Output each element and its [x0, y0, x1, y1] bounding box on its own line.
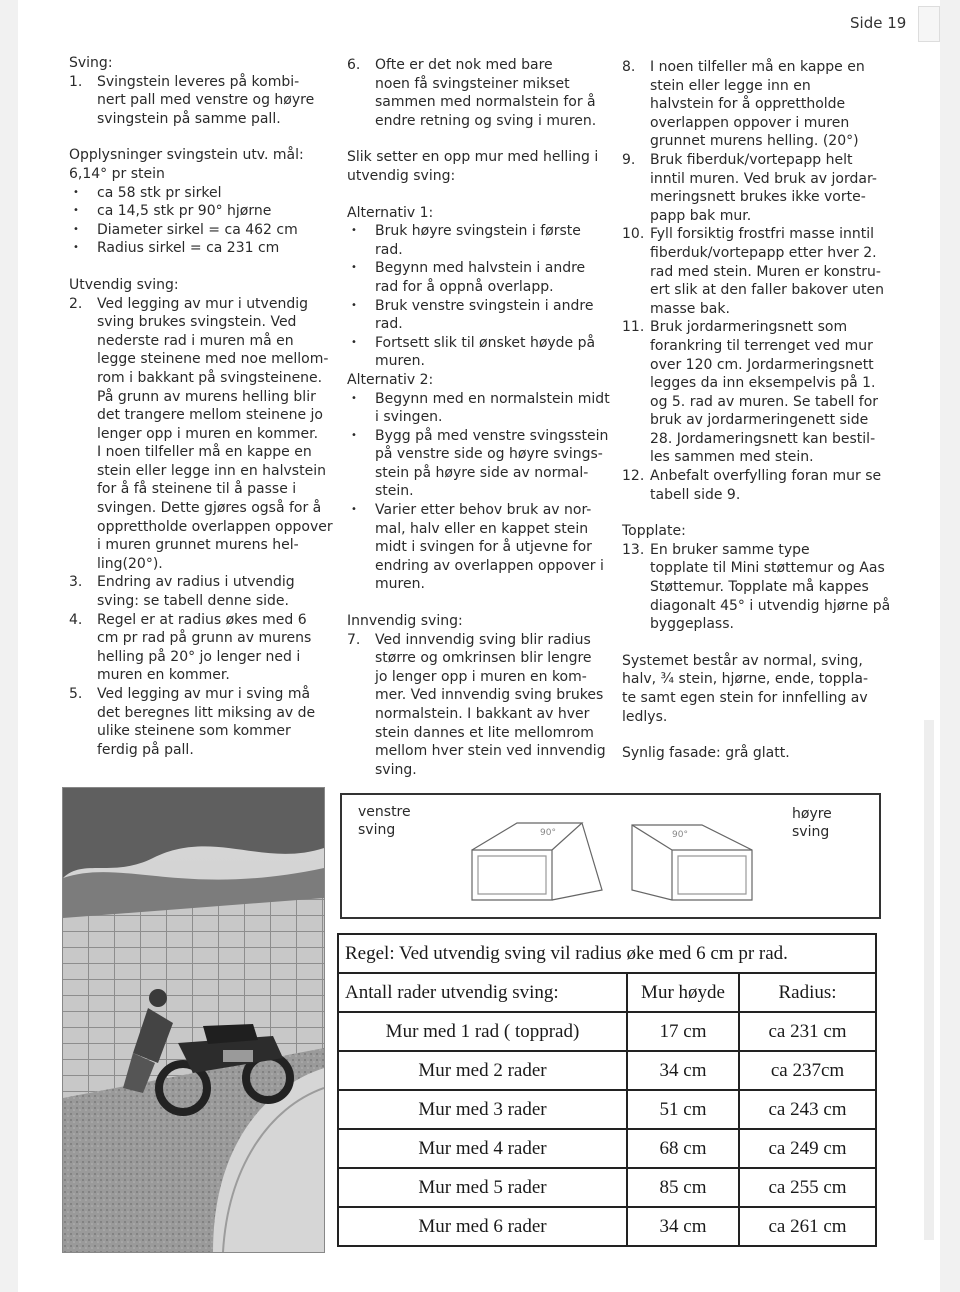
text-line: mer. Ved innvendig sving brukes — [375, 687, 604, 704]
text-line: svingstein på samme pall. — [97, 110, 281, 127]
table-row — [338, 1207, 876, 1246]
bullet-item — [69, 239, 339, 258]
text-line: Ofte er det nok med bare — [375, 57, 553, 73]
page-number: Side 19 — [850, 14, 907, 32]
text-line: endre retning og sving i muren. — [375, 112, 597, 129]
list-item-11 — [622, 318, 892, 467]
right-stone-edges — [632, 825, 752, 900]
table-header: Radius: — [739, 973, 876, 1012]
text-line: sammen med normalstein for å — [375, 94, 596, 111]
text-line: i muren grunnet murens hel- — [97, 537, 299, 554]
text-line: muren. — [375, 353, 425, 370]
item-number: 1. — [69, 73, 83, 90]
table-cell: ca 237cm — [739, 1051, 876, 1090]
item-number: 11. — [622, 319, 645, 336]
bullet-item — [347, 259, 612, 296]
text-line: Begynn med halvstein i andre — [375, 260, 586, 277]
text-line: ca 58 stk pr sirkel — [97, 184, 222, 201]
table-cell: Mur med 6 rader — [338, 1207, 627, 1246]
text-line: i svingen. — [375, 409, 443, 426]
list-item-1 — [69, 73, 339, 129]
table-row — [338, 1051, 876, 1090]
table-cell: Mur med 1 rad ( topprad) — [338, 1012, 627, 1051]
left-label-line: sving — [358, 822, 396, 838]
text-line: byggeplass. — [650, 616, 734, 633]
text-line: Ved legging av mur i utvendig — [97, 295, 308, 312]
item-number: 13. — [622, 541, 645, 558]
column-2 — [347, 56, 612, 779]
bullet-item — [69, 202, 339, 221]
text-line: for å få steinene til å passe i — [97, 481, 297, 498]
bullet-icon: • — [351, 336, 357, 348]
stone-diagram — [340, 793, 881, 919]
item-number: 9. — [622, 151, 636, 168]
diagram-drawing — [342, 795, 879, 917]
text-line: Diameter sirkel = ca 462 cm — [97, 221, 298, 238]
table-cell: ca 261 cm — [739, 1207, 876, 1246]
text-line: Varier etter behov bruk av nor- — [375, 502, 592, 519]
table-cell: 17 cm — [627, 1012, 739, 1051]
list-item-9 — [622, 151, 892, 225]
list-item-4 — [69, 611, 339, 685]
item-number: 10. — [622, 226, 645, 243]
table-cell: Mur med 4 rader — [338, 1129, 627, 1168]
text-line: Ved innvendig sving blir radius — [375, 631, 591, 648]
text-line: mal, halv eller en kappet stein — [375, 520, 589, 537]
text-line: På grunn av murens helling blir — [97, 388, 316, 405]
text-line: stein eller legge inn en — [650, 77, 811, 94]
utvendig-heading: Utvendig sving: — [69, 276, 179, 293]
text-line: sving. — [375, 761, 417, 778]
bullet-icon: • — [351, 429, 357, 441]
bullet-icon: • — [351, 299, 357, 311]
text-line: legges da inn eksempelvis på 1. — [650, 375, 876, 392]
text-line: på venstre side og høyre svings- — [375, 446, 603, 463]
column-3 — [622, 58, 892, 763]
right-stone-inner — [678, 856, 746, 894]
right-label-line: sving — [792, 824, 830, 840]
table-cell: 85 cm — [627, 1168, 739, 1207]
list-item-5 — [69, 685, 339, 759]
table-cell: ca 255 cm — [739, 1168, 876, 1207]
text-line: topplate til Mini støttemur og Aas — [650, 560, 885, 577]
item-number: 6. — [347, 57, 361, 73]
text-line: meringsnett brukes ikke vorte- — [650, 189, 866, 206]
intro-text: utvendig sving: — [347, 167, 456, 184]
list-item-2 — [69, 295, 339, 574]
text-line: fiberduk/vortepapp etter hver 2. — [650, 244, 877, 261]
item-number: 5. — [69, 686, 83, 702]
text-line: overlappen oppover i muren — [650, 114, 850, 131]
item-number: 3. — [69, 574, 83, 591]
text-line: ferdig på pall. — [97, 741, 194, 758]
text-line: rad med stein. Muren er konstru- — [650, 263, 881, 280]
bullet-icon: • — [73, 186, 79, 198]
item-number: 8. — [622, 59, 636, 75]
text-line: ling(20°). — [97, 555, 163, 572]
table-cell: 51 cm — [627, 1090, 739, 1129]
text-line: 28. Jordameringsnett kan bestil- — [650, 430, 876, 447]
table-cell: 68 cm — [627, 1129, 739, 1168]
left-label-line: venstre — [358, 804, 411, 820]
text-line: stein eller legge inn en halvstein — [97, 462, 326, 479]
table-header: Antall rader utvendig sving: — [338, 973, 627, 1012]
scrollbar-track[interactable] — [924, 720, 934, 1240]
bullet-item — [347, 297, 612, 334]
info-heading: Opplysninger svingstein utv. mål: — [69, 147, 304, 164]
bullet-item — [69, 221, 339, 240]
text-line: muren. — [375, 576, 425, 593]
text-line: papp bak mur. — [650, 207, 752, 224]
bullet-icon: • — [73, 242, 79, 254]
text-line: inntil muren. Ved bruk av jordar- — [650, 170, 877, 187]
text-line: Begynn med en normalstein midt — [375, 390, 610, 407]
text-line: ulike steinene som kommer — [97, 723, 291, 740]
system-text: halv, ¾ stein, hjørne, ende, toppla- — [622, 671, 869, 688]
system-text: Systemet består av normal, sving, — [622, 652, 863, 669]
table-cell: ca 249 cm — [739, 1129, 876, 1168]
table-cell: ca 231 cm — [739, 1012, 876, 1051]
text-line: I noen tilfeller må en kappe en — [650, 59, 865, 75]
text-line: rom i bakkant på svingsteinene. — [97, 369, 323, 386]
list-item-10 — [622, 225, 892, 318]
alt1-heading: Alternativ 1: — [347, 204, 434, 221]
right-label-line: høyre — [792, 806, 832, 822]
text-line: rad. — [375, 241, 403, 258]
text-line: sving brukes svingstein. Ved — [97, 314, 297, 331]
angle-left-label: 90° — [540, 828, 556, 838]
left-stone-inner — [478, 856, 546, 894]
text-line: rad for å oppnå overlapp. — [375, 278, 554, 295]
system-text: ledlys. — [622, 708, 668, 725]
text-line: det beregnes litt miksing av de — [97, 704, 316, 721]
text-line: Bygg på med venstre svingsstein — [375, 427, 609, 444]
text-line: Svingstein leveres på kombi- — [97, 73, 300, 90]
list-item-3 — [69, 573, 339, 610]
text-line: helling på 20° jo lenger ned i — [97, 648, 301, 665]
text-line: ert slik at den faller bakover uten — [650, 282, 884, 299]
list-item-8 — [622, 58, 892, 151]
table-row — [338, 1012, 876, 1051]
table-row — [338, 1168, 876, 1207]
fasade-text: Synlig fasade: grå glatt. — [622, 745, 790, 762]
text-line: nert pall med venstre og høyre — [97, 92, 315, 109]
text-line: større og omkrinsen blir lengre — [375, 650, 592, 667]
text-line: tabell side 9. — [650, 486, 741, 503]
table-cell: Mur med 3 rader — [338, 1090, 627, 1129]
innvendig-heading: Innvendig sving: — [347, 613, 463, 630]
item-number: 12. — [622, 468, 645, 485]
text-line: sving: se tabell denne side. — [97, 593, 289, 610]
table-title: Regel: Ved utvendig sving vil radius øke med 6 cm pr rad. — [338, 934, 876, 973]
text-line: midt i svingen for å utjevne for — [375, 539, 592, 556]
motorcycle-photo — [62, 787, 325, 1253]
table-cell: Mur med 2 rader — [338, 1051, 627, 1090]
text-line: mellom hver stein ved innvendig — [375, 743, 606, 760]
text-line: Bruk fiberduk/vortepapp helt — [650, 151, 853, 168]
bullet-item — [347, 501, 612, 594]
photo-illustration — [63, 788, 324, 1252]
bullet-item — [347, 222, 612, 259]
left-stone-top — [472, 823, 582, 850]
topplate-heading: Topplate: — [622, 523, 686, 540]
bullet-icon: • — [73, 205, 79, 217]
text-line: svingen. Dette gjøres også for å — [97, 500, 322, 517]
item-number: 7. — [347, 631, 361, 648]
table-cell: ca 243 cm — [739, 1090, 876, 1129]
table-cell: 34 cm — [627, 1207, 739, 1246]
text-line: Fortsett slik til ønsket høyde på — [375, 334, 596, 351]
text-line: stein dannes et lite mellomrom — [375, 724, 594, 741]
text-line: halvstein for å opprettholde — [650, 96, 846, 113]
text-line: ca 14,5 stk pr 90° hjørne — [97, 203, 272, 220]
alt2-heading: Alternativ 2: — [347, 371, 434, 388]
table-row — [338, 1090, 876, 1129]
table-row — [338, 1129, 876, 1168]
text-line: Støttemur. Topplate må kappes — [650, 579, 869, 596]
text-line: cm pr rad på grunn av murens — [97, 630, 312, 647]
bullet-icon: • — [351, 504, 357, 516]
bullet-item — [347, 427, 612, 501]
text-line: I noen tilfeller må en kappe en — [97, 444, 312, 461]
bullet-icon: • — [351, 225, 357, 237]
text-line: stein. — [375, 483, 414, 500]
left-stone-side — [552, 823, 602, 900]
list-item-6 — [347, 56, 612, 130]
list-item-12 — [622, 467, 892, 504]
bullet-icon: • — [351, 262, 357, 274]
text-line: Ved legging av mur i sving må — [97, 686, 311, 702]
text-line: Regel er at radius økes med 6 — [97, 611, 307, 628]
table-cell: Mur med 5 rader — [338, 1168, 627, 1207]
list-item-7 — [347, 631, 612, 780]
text-line: Bruk jordarmeringsnett som — [650, 319, 848, 336]
bullet-item — [69, 184, 339, 203]
text-line: Anbefalt overfylling foran mur se — [650, 468, 882, 485]
text-line: opprettholde overlappen oppover — [97, 518, 333, 535]
text-line: lenger opp i muren en kommer. — [97, 425, 319, 442]
list-item-13 — [622, 541, 892, 634]
text-line: jo lenger opp i muren en kom- — [375, 668, 587, 685]
table-header: Mur høyde — [627, 973, 739, 1012]
text-line: Bruk høyre svingstein i første — [375, 223, 581, 240]
text-line: det trangere mellom steinene jo — [97, 407, 323, 424]
text-line: muren en kommer. — [97, 667, 230, 684]
bullet-item — [347, 334, 612, 371]
text-line: Endring av radius i utvendig — [97, 574, 295, 591]
text-line: Fyll forsiktig frostfri masse inntil — [650, 226, 875, 243]
text-line: noen få svingsteiner mikset — [375, 75, 570, 92]
text-line: over 120 cm. Jordarmeringsnett — [650, 356, 874, 373]
scrollbar-thumb[interactable] — [918, 6, 940, 42]
bullet-icon: • — [73, 223, 79, 235]
text-line: legge steinene med noe mellom- — [97, 351, 329, 368]
item-number: 2. — [69, 295, 83, 312]
bullet-item — [347, 390, 612, 427]
text-line: Bruk venstre svingstein i andre — [375, 297, 594, 314]
text-line: endring av overlappen oppover i — [375, 557, 604, 574]
left-stone-front — [472, 850, 552, 900]
intro-text: Slik setter en opp mur med helling i — [347, 149, 599, 166]
angle-right-label: 90° — [672, 830, 688, 840]
system-text: te samt egen stein for innfelling av — [622, 690, 868, 706]
text-line: nederste rad i muren må en — [97, 332, 294, 349]
item-number: 4. — [69, 611, 83, 628]
text-line: rad. — [375, 316, 403, 333]
text-line: stein på høyre side av normal- — [375, 464, 589, 481]
text-line: diagonalt 45° i utvendig hjørne på — [650, 597, 891, 614]
sving-heading: Sving: — [69, 55, 113, 71]
radius-table — [337, 933, 877, 1247]
text-line: Radius sirkel = ca 231 cm — [97, 240, 280, 257]
text-line: grunnet murens helling. (20°) — [650, 133, 859, 150]
table-cell: 34 cm — [627, 1051, 739, 1090]
bullet-icon: • — [351, 392, 357, 404]
column-1 — [69, 54, 339, 759]
text-line: og 5. rad av muren. Se tabell for — [650, 393, 879, 410]
text-line: les sammen med stein. — [650, 449, 814, 466]
text-line: normalstein. I bakkant av hver — [375, 706, 590, 722]
text-line: masse bak. — [650, 300, 730, 317]
text-line: En bruker samme type — [650, 541, 810, 558]
info-heading: 6,14° pr stein — [69, 165, 165, 182]
text-line: forankring til terrenget ved mur — [650, 337, 873, 354]
text-line: bruk av jordarmeringenett side — [650, 412, 869, 429]
